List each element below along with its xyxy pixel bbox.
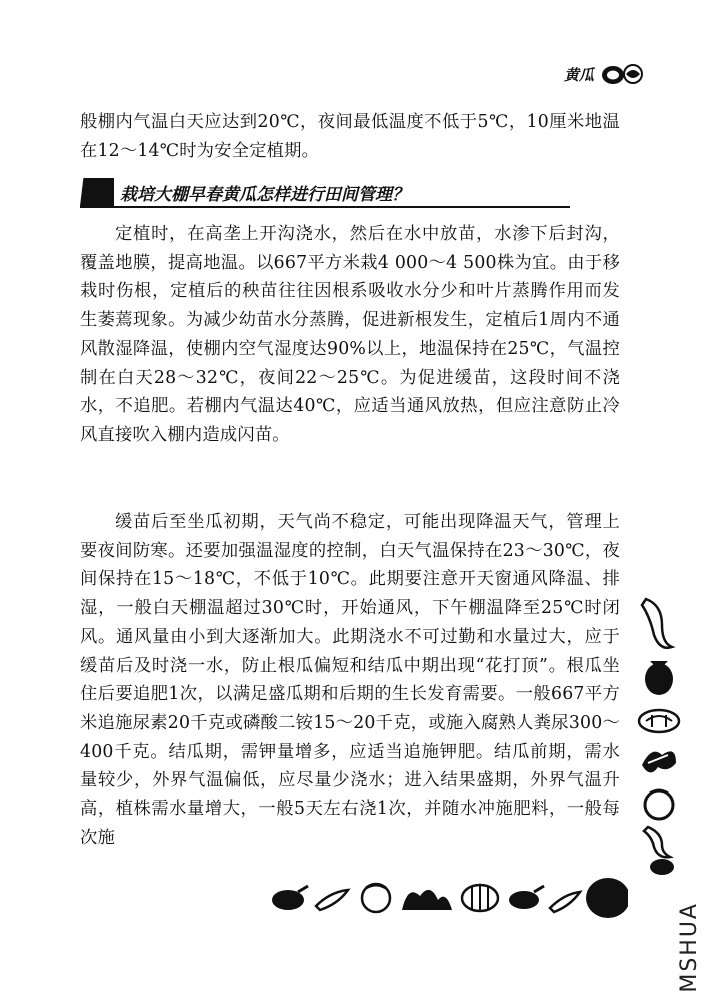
- eggplant-icon: [645, 661, 673, 695]
- cucumber-icon: [316, 890, 348, 910]
- side-vegetable-icons: [632, 595, 686, 875]
- paragraph-planting: 定植时，在高垄上开沟浇水，然后在水中放苗，水渗下后封沟，覆盖地膜，提高地温。以667平方米栽4 000～4 500株为宜。由于移栽时伤根，定植后的秧苗往往因根系吸收水分少和叶片蒸腾作用而发生萎蔫现象。为减少幼苗水分蒸腾，促进新根发生，定植后1周内不通风散湿降温，使棚内空气湿度达90%以上，地温保持在25℃，气温控制在白天28～32℃，夜间22～25℃。为促进缓苗，这段时间不浇水，不追肥。若棚内气温达40℃，应适当通风放热，但应注意防止冷风直接吹入棚内造成闪苗。: [80, 224, 620, 445]
- cucumber-icon: [642, 599, 672, 648]
- eggplant-icon: [272, 886, 308, 910]
- pepper-icon: [645, 790, 673, 819]
- tomato-icon: [362, 884, 390, 912]
- section-title: 栽培大棚早春黄瓜怎样进行田间管理？: [120, 185, 409, 205]
- leafy-vegetable-icon: [642, 751, 676, 772]
- cucumber-icon: [644, 827, 670, 857]
- footer-decor: [586, 878, 628, 918]
- cucumber-icon: [550, 892, 580, 912]
- heading-rule: [80, 206, 570, 208]
- paragraph-intro: 般棚内气温白天应达到20℃，夜间最低温度不低于5℃，10厘米地温在12～14℃时为安全定植期。: [80, 112, 620, 161]
- eggplant-icon: [650, 859, 674, 875]
- footer-vegetable-icons: [268, 870, 628, 920]
- heading-marker: [80, 178, 114, 206]
- tomato-icon: [639, 710, 679, 732]
- section-heading: [80, 178, 570, 208]
- eggplant-icon: [509, 886, 544, 909]
- running-header: [564, 62, 646, 86]
- vegetable-icon: [600, 62, 646, 86]
- running-header-title: 黄瓜: [563, 65, 594, 84]
- watermark: MSHUA: [677, 902, 702, 993]
- paragraph-management: 缓苗后至坐瓜初期，天气尚不稳定，可能出现降温天气，管理上要夜间防寒。还要加强温湿度的控制，白天气温保持在23～30℃，夜间保持在15～18℃，不低于10℃。此期要注意开天窗通风降温、排湿，一般白天棚温超过30℃时，开始通风，下午棚温降至25℃时闭风。通风量由小到大逐渐加大。此期浇水不可过勤和水量过大，应于缓苗后及时浇一水，防止根瓜偏短和结瓜中期出现“花打顶”。根瓜坐住后要追肥1次，以满足盛瓜期和后期的生长发育需要。一般667平方米追施尿素20千克或磷酸二铵15～20千克，或施入腐熟人粪尿300～400千克。结瓜期，需钾量增多，应适当追施钾肥。结瓜前期，需水量较少，外界气温偏低，应尽量少浇水；进入结果盛期，外界气温升高，植株需水量增大，一般5天左右浇1次，并随水冲施肥料，一般每次施: [80, 512, 620, 848]
- leafy-vegetable-icon: [402, 890, 452, 910]
- pumpkin-icon: [462, 885, 498, 911]
